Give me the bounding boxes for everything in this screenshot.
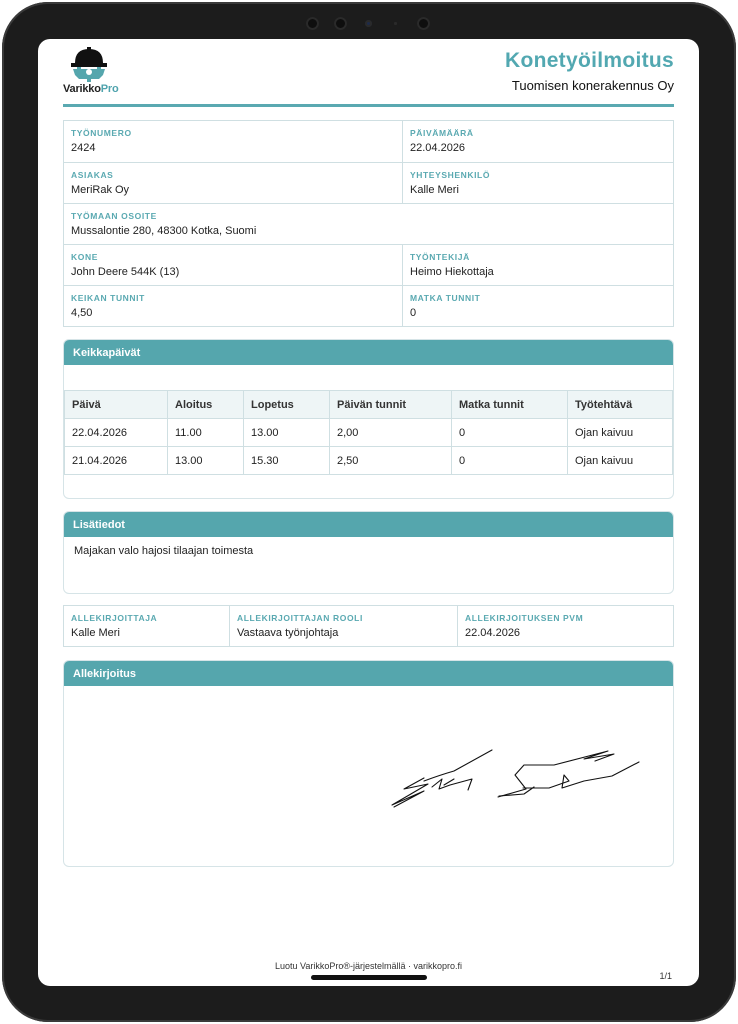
date-cell: [402, 121, 673, 162]
worker-value: Heimo Hiekottaja: [410, 266, 494, 278]
column-header: Matka tunnit: [452, 391, 568, 419]
gig-hours-cell: [64, 286, 402, 326]
document-header: [63, 45, 674, 105]
handwritten-signature-image: [384, 741, 644, 816]
table-cell: 13.00: [244, 419, 330, 447]
travel-hours-value: 0: [410, 307, 417, 319]
table-cell: 15.30: [244, 447, 330, 475]
customer-label: ASIAKAS: [71, 170, 114, 180]
column-header: Aloitus: [168, 391, 244, 419]
page-number: 1/1: [659, 971, 672, 981]
travel-hours-label: MATKA TUNNIT: [410, 293, 481, 303]
column-header: Päivän tunnit: [330, 391, 452, 419]
table-cell: Ojan kaivuu: [568, 419, 673, 447]
notes-text: Majakan valo hajosi tilaajan toimesta: [74, 545, 254, 557]
signer-role-label: ALLEKIRJOITTAJAN ROOLI: [237, 613, 363, 623]
signer-cell: [64, 606, 229, 646]
gig-days-table: [64, 390, 673, 475]
footer-text: Luotu VarikkoPro®-järjestelmällä · varikkopro.fi: [274, 961, 463, 971]
column-header: Työtehtävä: [568, 391, 673, 419]
table-cell: Ojan kaivuu: [568, 447, 673, 475]
worker-label: TYÖNTEKIJÄ: [410, 252, 470, 262]
camera-lens-icon: [417, 17, 430, 30]
gig-hours-value: 4,50: [71, 307, 93, 319]
contact-label: YHTEYSHENKILÖ: [410, 170, 491, 180]
header-divider: [63, 104, 674, 107]
document-page: [38, 39, 699, 986]
work-number-label: TYÖNUMERO: [71, 128, 132, 138]
camera-lens-icon: [334, 17, 347, 30]
worker-cell: [402, 245, 673, 285]
table-cell: 0: [452, 419, 568, 447]
document-title: Konetyöilmoitus: [504, 49, 674, 72]
info-row: [64, 285, 673, 326]
sign-date-value: 22.04.2026: [465, 627, 521, 639]
work-info-grid: [63, 120, 674, 327]
signer-info-grid: [63, 605, 674, 647]
home-indicator[interactable]: [311, 975, 427, 980]
gig-days-section: [63, 339, 674, 499]
gig-days-title: Keikkapäivät: [64, 340, 673, 365]
table-cell: 2,00: [330, 419, 452, 447]
date-label: PÄIVÄMÄÄRÄ: [410, 128, 474, 138]
machine-cell: [64, 245, 402, 285]
signature-title: Allekirjoitus: [64, 661, 673, 686]
notes-section: [63, 511, 674, 594]
table-header-row: [65, 391, 673, 419]
site-address-value: Mussalontie 280, 48300 Kotka, Suomi: [71, 225, 257, 237]
sign-date-label: ALLEKIRJOITUKSEN PVM: [465, 613, 584, 623]
signer-value: Kalle Meri: [71, 627, 120, 639]
info-row: [64, 203, 673, 244]
camera-lens-icon: [306, 17, 319, 30]
column-header: Päivä: [65, 391, 168, 419]
table-row: [65, 419, 673, 447]
info-row: [64, 244, 673, 285]
company-name: Tuomisen konerakennus Oy: [511, 78, 674, 93]
customer-value: MeriRak Oy: [71, 184, 130, 196]
logo-wordmark: VarikkoPro: [63, 83, 119, 95]
sign-date-cell: [457, 606, 673, 646]
gig-hours-label: KEIKAN TUNNIT: [71, 293, 145, 303]
signer-label: ALLEKIRJOITTAJA: [71, 613, 158, 623]
table-cell: 11.00: [168, 419, 244, 447]
table-cell: 0: [452, 447, 568, 475]
camera-sensor-icon: [365, 20, 372, 27]
customer-cell: [64, 163, 402, 203]
machine-value: John Deere 544K (13): [71, 266, 180, 278]
signer-role-value: Vastaava työnjohtaja: [237, 627, 339, 639]
table-cell: 2,50: [330, 447, 452, 475]
work-number-cell: [64, 121, 402, 162]
signer-role-cell: [229, 606, 457, 646]
contact-value: Kalle Meri: [410, 184, 459, 196]
sensor-dot-icon: [394, 22, 397, 25]
table-cell: 13.00: [168, 447, 244, 475]
site-address-cell: [64, 204, 673, 244]
contact-cell: [402, 163, 673, 203]
date-value: 22.04.2026: [410, 142, 466, 154]
table-row: [65, 447, 673, 475]
machine-label: KONE: [71, 252, 98, 262]
table-cell: 22.04.2026: [65, 419, 168, 447]
info-row: [64, 121, 673, 162]
camera-bar: [2, 14, 736, 32]
travel-hours-cell: [402, 286, 673, 326]
signature-section: [63, 660, 674, 867]
column-header: Lopetus: [244, 391, 330, 419]
site-address-label: TYÖMAAN OSOITE: [71, 211, 157, 221]
work-number-value: 2424: [71, 142, 96, 154]
notes-title: Lisätiedot: [64, 512, 673, 537]
info-row: [64, 162, 673, 203]
table-cell: 21.04.2026: [65, 447, 168, 475]
